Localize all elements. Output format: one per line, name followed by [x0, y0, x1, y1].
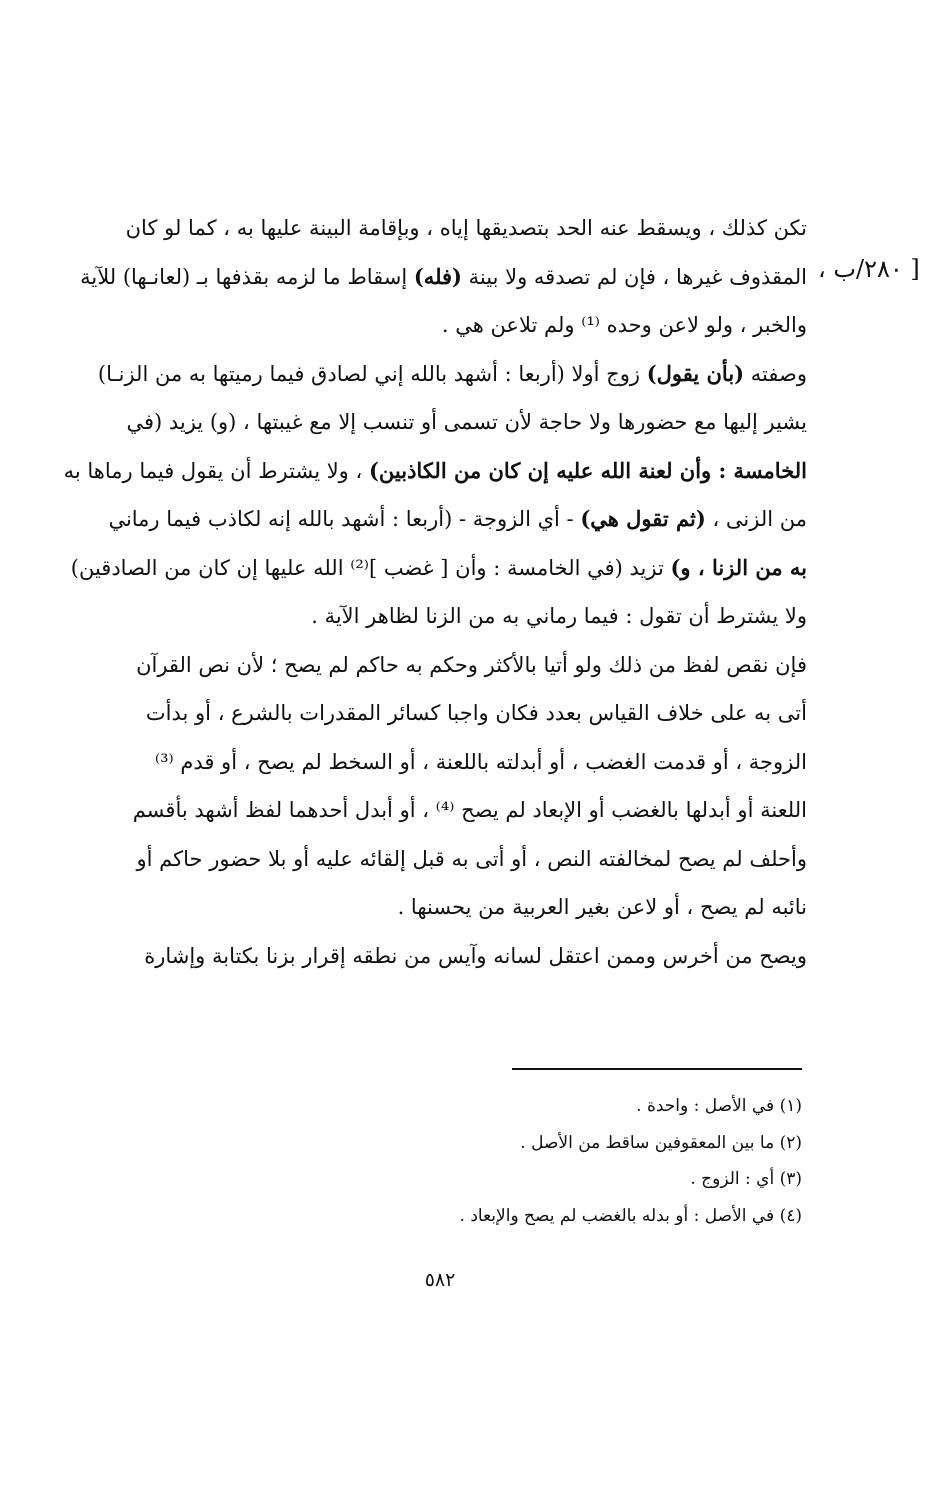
text-line: تكن كذلك ، ويسقط عنه الحد بتصديقها إياه ، وبإقامة البينة عليها به ، كما لو كان	[125, 216, 807, 240]
footnote-3: (٣) أي : الزوج .	[690, 1169, 802, 1189]
footnotes	[380, 1088, 802, 1234]
text-line: المقذوف غيرها ، فإن لم تصدقه ولا بينة (فله) إسقاط ما لزمه بقذفها بـ (لعانـها) للآية	[80, 263, 807, 289]
text-line: ولا يشترط أن تقول : فيما رماني به من الزنا لظاهر الآية .	[311, 604, 807, 628]
text-line: والخبر ، ولو لاعن وحده ⁽¹⁾ ولم تلاعن هي .	[441, 313, 807, 337]
text-line: اللعنة أو أبدلها بالغضب أو الإبعاد لم يصح ⁽⁴⁾ ، أو أبدل أحدهما لفظ أشهد بأقسم	[132, 798, 807, 822]
text-line: به من الزنا ، و) تزيد (في الخامسة : وأن [ غضب ]⁽²⁾ الله عليها إن كان من الصادقين)	[70, 554, 807, 580]
main-text	[63, 204, 807, 980]
text-line: الخامسة : وأن لعنة الله عليه إن كان من الكاذبين) ، ولا يشترط أن يقول فيما رماها به	[63, 457, 807, 483]
footnote-4: (٤) في الأصل : أو بدله بالغضب لم يصح والإبعاد .	[459, 1205, 802, 1226]
text-line: من الزنى ، (ثم تقول هي) - أي الزوجة - (أربعا : أشهد بالله إنه لكاذب فيما رماني	[108, 506, 807, 531]
footnote-2: (٢) ما بين المعقوفين ساقط من الأصل .	[520, 1132, 802, 1153]
text-line: الزوجة ، أو قدمت الغضب ، أو أبدلته باللعنة ، أو السخط لم يصح ، أو قدم ⁽³⁾	[154, 749, 807, 774]
footnote-divider	[512, 1068, 802, 1070]
text-line: فإن نقص لفظ من ذلك ولو أتيا بالأكثر وحكم به حاكم لم يصح ؛ لأن نص القرآن	[136, 652, 807, 677]
text-line: ويصح من أخرس وممن اعتقل لسانه وآيس من نطقه إقرار بزنا بكتابة وإشارة	[144, 943, 807, 968]
text-line: وأحلف لم يصح لمخالفته النص ، أو أتى به قبل إلقائه عليه أو بلا حضور حاكم أو	[136, 846, 807, 871]
text-line: يشير إليها مع حضورها ولا حاجة لأن تسمى أو تنسب إلا مع غيبتها ، (و) يزيد (في	[126, 410, 807, 434]
text-line: نائبه لم يصح ، أو لاعن بغير العربية من يحسنها .	[397, 895, 807, 919]
text-line: أتى به على خلاف القياس بعدد فكان واجبا كسائر المقدرات بالشرع ، أو بدأت	[145, 701, 807, 725]
text-line: وصفته (بأن يقول) زوج أولا (أربعا : أشهد بالله إني لصادق فيما رميتها به من الزنـا)	[97, 360, 807, 386]
margin-marker: [ ٢٨٠/ب ،	[818, 255, 920, 283]
page-number: ٥٨٢	[424, 1269, 456, 1291]
footnote-1: (١) في الأصل : واحدة .	[636, 1096, 802, 1116]
